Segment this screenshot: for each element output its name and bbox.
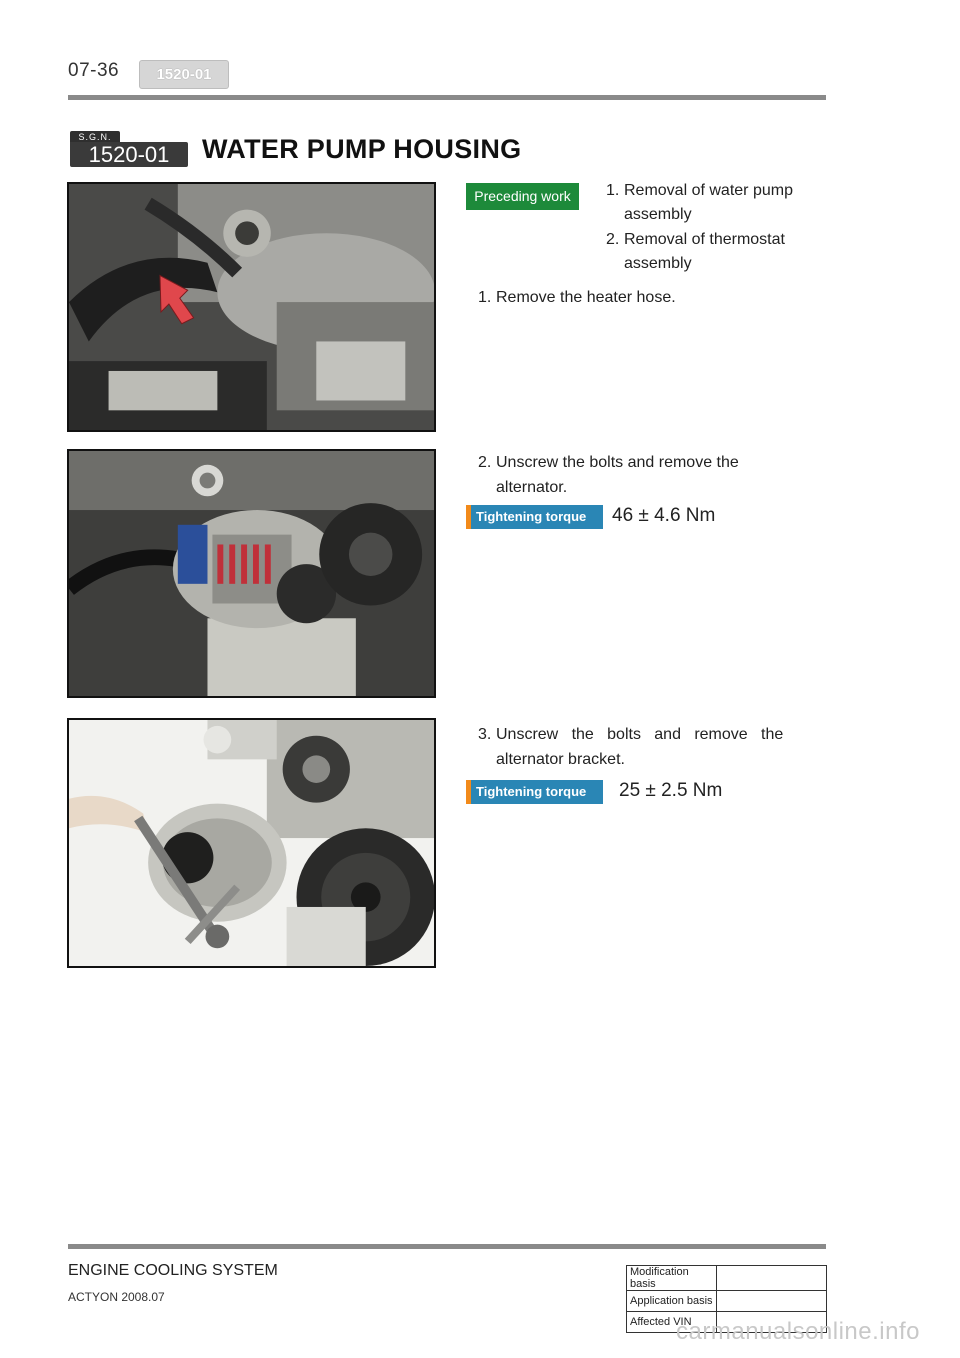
step-1 <box>478 286 823 312</box>
preceding-item-number: 2. <box>606 231 620 248</box>
step-3 <box>478 723 823 773</box>
preceding-item-text: Removal of thermostat <box>624 231 785 248</box>
table-cell-value <box>717 1266 827 1291</box>
table-cell-label: Modification basis <box>627 1266 717 1291</box>
footer-model: ACTYON 2008.07 <box>68 1290 165 1304</box>
torque-value: 25 ± 2.5 Nm <box>619 780 723 801</box>
header-divider <box>68 95 826 100</box>
sgn-badge: S.G.N. <box>70 131 120 144</box>
table-row <box>627 1291 827 1312</box>
preceding-item-text-cont: assembly <box>624 206 692 223</box>
step-2 <box>478 451 823 501</box>
table-cell-label: Application basis <box>627 1291 717 1312</box>
photo-alternator-bracket <box>67 718 436 968</box>
table-cell-label: Affected VIN <box>627 1312 717 1333</box>
photo-heater-hose <box>67 182 436 432</box>
preceding-item-text-cont: assembly <box>624 255 692 272</box>
step-text-cont: alternator bracket. <box>496 751 625 768</box>
header-section-code: 1520-01 <box>139 60 229 89</box>
step-number: 3. <box>478 726 492 743</box>
footer-section-name: ENGINE COOLING SYSTEM <box>68 1262 278 1279</box>
section-code-badge: 1520-01 <box>70 142 188 167</box>
preceding-work-tag: Preceding work <box>466 183 579 210</box>
step-number: 1. <box>478 289 492 306</box>
step-text: Unscrew the bolts and remove the <box>496 454 739 471</box>
page-number: 07-36 <box>68 60 120 81</box>
watermark: carmanualsonline.info <box>676 1318 920 1345</box>
torque-tag: Tightening torque <box>466 780 603 804</box>
preceding-item <box>606 228 826 276</box>
footer-divider <box>68 1244 826 1249</box>
torque-value: 46 ± 4.6 Nm <box>612 505 716 526</box>
page-title: WATER PUMP HOUSING <box>202 134 522 164</box>
photo-alternator <box>67 449 436 698</box>
step-text-cont: alternator. <box>496 479 568 496</box>
preceding-item <box>606 179 826 227</box>
table-row <box>627 1266 827 1291</box>
preceding-item-number: 1. <box>606 182 620 199</box>
table-cell-value <box>717 1291 827 1312</box>
step-number: 2. <box>478 454 492 471</box>
torque-tag: Tightening torque <box>466 505 603 529</box>
preceding-item-text: Removal of water pump <box>624 182 793 199</box>
step-text: Unscrew the bolts and remove the <box>496 726 784 743</box>
step-text: Remove the heater hose. <box>496 289 676 306</box>
